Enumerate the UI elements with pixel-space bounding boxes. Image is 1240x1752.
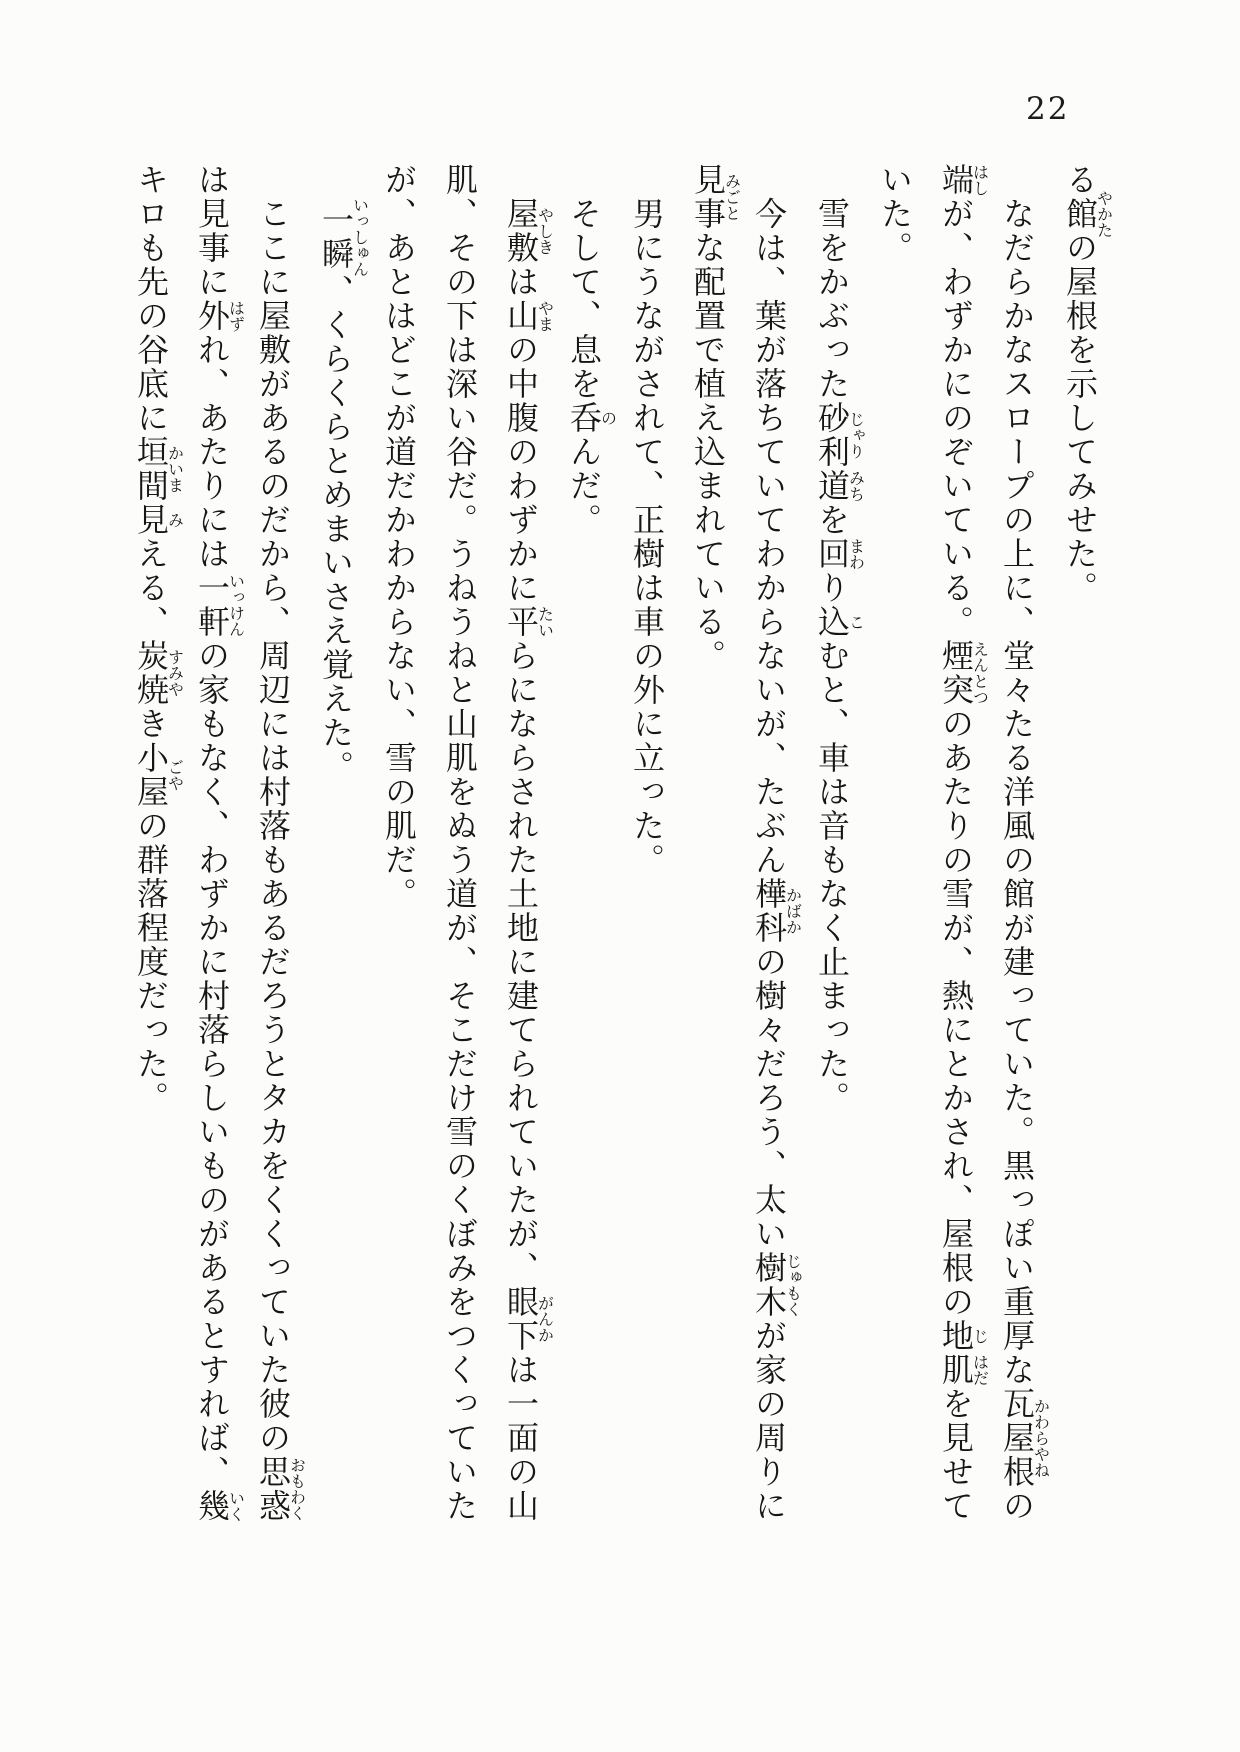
furigana: やま <box>535 299 555 333</box>
furigana: ごや <box>165 741 185 809</box>
ruby-annotated-text: 山やま <box>502 299 555 333</box>
ruby-annotated-text: 道みち <box>813 469 866 503</box>
furigana: じ <box>970 1319 990 1353</box>
paragraph: 今は、葉が落ちていてわからないが、たぶん樺科かばかの樹々だろう、太い樹木じゅもくが家の周りに見事みごとな配置で植え込まれている。 <box>689 163 803 1523</box>
paragraph: 屋敷やしきは山やまの中腹のわずかに平たいらにならされた土地に建てられていたが、眼下がんかは一面の山肌、その下は深い谷だ。うねうねと山肌をぬう道が、そこだけ雪のくぼみをつくっていたが、あとはどこが道だかわからない、雪の肌だ。 <box>380 163 555 1523</box>
furigana: の <box>598 401 618 435</box>
paragraph: ここに屋敷があるのだから、周辺には村落もあるだろうとタカをくくっていた彼の思惑おもわくは見事に外はずれ、あたりには一軒いっけんの家もなく、わずかに村落らしいものがあるとすれば、幾いくキロも先の谷底に垣間かいま見みえる、炭焼すみやき小屋ごやの群落程度だった。 <box>132 163 307 1523</box>
ruby-annotated-text: 外はず <box>193 299 246 333</box>
ruby-annotated-text: 炭焼すみや <box>132 639 185 707</box>
ruby-annotated-text: 樹木じゅもく <box>750 1251 803 1319</box>
furigana: やしき <box>535 197 555 265</box>
ruby-annotated-text: 屋敷やしき <box>502 197 555 265</box>
ruby-annotated-text: 呑の <box>565 401 618 435</box>
paragraph: そして、息を呑のんだ。 <box>565 197 618 537</box>
ruby-annotated-text: 砂利じゃり <box>813 401 866 469</box>
furigana: はだ <box>970 1353 990 1387</box>
furigana: こ <box>846 605 866 639</box>
ruby-annotated-text: 小屋ごや <box>132 741 185 809</box>
ruby-annotated-text: 思惑おもわく <box>254 1455 307 1523</box>
furigana: いっけん <box>226 571 246 639</box>
ruby-annotated-text: 瓦屋根かわらやね <box>998 1387 1051 1489</box>
furigana: やかた <box>1094 190 1114 238</box>
paragraph: る館やかたの屋根を示してみせた。 <box>1061 163 1114 605</box>
furigana: みち <box>846 469 866 503</box>
ruby-annotated-text: 館やかた <box>1061 190 1114 238</box>
furigana: はし <box>970 163 990 197</box>
paragraph: 一瞬いっしゅん、くらくらとめまいさえ覚えた。 <box>317 197 370 784</box>
ruby-annotated-text: 回まわ <box>813 537 866 571</box>
ruby-annotated-text: 端はし <box>937 163 990 197</box>
page-number: 22 <box>1026 91 1070 127</box>
ruby-annotated-text: 肌はだ <box>937 1353 990 1387</box>
furigana: おもわく <box>287 1455 307 1523</box>
furigana: がんか <box>535 1285 555 1353</box>
ruby-annotated-text: 見み <box>132 503 185 537</box>
ruby-annotated-text: 垣間かいま <box>132 435 185 503</box>
furigana: えんとつ <box>970 639 990 707</box>
furigana: かいま <box>165 435 185 503</box>
furigana: み <box>165 503 185 537</box>
ruby-annotated-text: 地じ <box>937 1319 990 1353</box>
furigana: まわ <box>846 537 866 571</box>
furigana: はず <box>226 299 246 333</box>
furigana: みごと <box>722 163 742 231</box>
furigana: すみや <box>165 639 185 707</box>
ruby-annotated-text: 一軒いっけん <box>193 571 246 639</box>
furigana: かばか <box>783 877 803 945</box>
ruby-annotated-text: 一瞬いっしゅん <box>317 197 370 277</box>
furigana: いく <box>226 1489 246 1523</box>
paragraph: なだらかなスロープの上に、堂々たる洋風の館が建っていた。黒っぽい重厚な瓦屋根かわらやねの端はしが、わずかにのぞいている。煙突えんとつのあたりの雪が、熱にとかされ、屋根の地じ肌はだを見せていた。 <box>876 163 1051 1523</box>
ruby-annotated-text: 樺科かばか <box>750 877 803 945</box>
ruby-annotated-text: 見事みごと <box>689 163 742 231</box>
vertical-text-block <box>120 163 1112 1525</box>
ruby-annotated-text: 平たい <box>502 605 555 639</box>
ruby-annotated-text: 込こ <box>813 605 866 639</box>
ruby-annotated-text: 幾いく <box>193 1489 246 1523</box>
furigana: かわらやね <box>1031 1387 1051 1489</box>
furigana: じゃり <box>846 401 866 469</box>
paragraph: 男にうながされて、正樹は車の外に立った。 <box>628 197 666 877</box>
furigana: いっしゅん <box>350 197 370 277</box>
furigana: じゅもく <box>783 1251 803 1319</box>
paragraph: 雪をかぶった砂利じゃり道みちを回まわり込こむと、車は音もなく止まった。 <box>813 197 866 1115</box>
ruby-annotated-text: 眼下がんか <box>502 1285 555 1353</box>
ruby-annotated-text: 煙突えんとつ <box>937 639 990 707</box>
furigana: たい <box>535 605 555 639</box>
